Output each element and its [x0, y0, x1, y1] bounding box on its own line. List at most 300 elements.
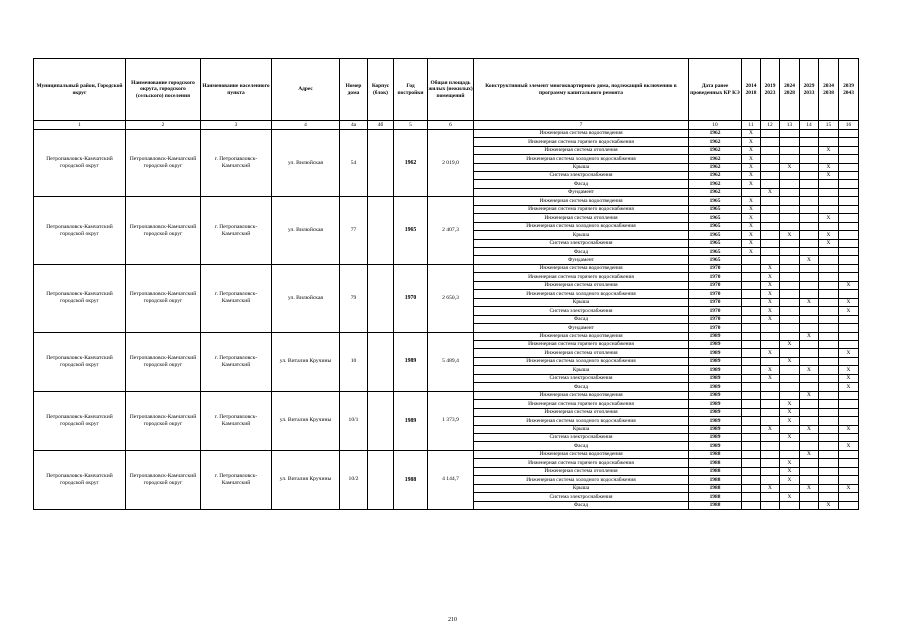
- column-header: 2029 2033: [800, 59, 819, 121]
- period-mark-cell: [761, 180, 780, 188]
- period-mark-cell: [742, 273, 761, 281]
- column-header: 2014 2018: [742, 59, 761, 121]
- structural-element-cell: Система электроснабжения: [474, 239, 689, 247]
- previous-repair-date-cell: 1970: [689, 281, 742, 289]
- period-mark-cell: [839, 222, 859, 230]
- period-mark-cell: X: [800, 366, 819, 374]
- column-number: 10: [689, 121, 742, 130]
- period-mark-cell: X: [761, 374, 780, 382]
- period-mark-cell: [839, 315, 859, 323]
- period-mark-cell: [761, 324, 780, 332]
- period-mark-cell: [819, 366, 839, 374]
- period-mark-cell: X: [800, 484, 819, 492]
- structural-element-cell: Инженерная система горячего водоснабжения: [474, 138, 689, 146]
- period-mark-cell: [742, 188, 761, 196]
- period-mark-cell: [780, 248, 800, 256]
- period-mark-cell: [800, 129, 819, 137]
- period-mark-cell: X: [742, 146, 761, 154]
- period-mark-cell: [742, 324, 761, 332]
- period-mark-cell: [780, 315, 800, 323]
- period-mark-cell: [819, 357, 839, 365]
- table-row: [34, 264, 859, 272]
- period-mark-cell: [839, 273, 859, 281]
- period-mark-cell: [800, 315, 819, 323]
- period-mark-cell: [800, 205, 819, 213]
- period-mark-cell: X: [819, 239, 839, 247]
- structural-element-cell: Инженерная система водоотведения: [474, 129, 689, 137]
- street-cell: ул. Виталия Кручины: [272, 332, 340, 391]
- period-mark-cell: [839, 180, 859, 188]
- build-year-cell: 1970: [394, 264, 428, 332]
- period-mark-cell: X: [839, 374, 859, 382]
- period-mark-cell: [800, 476, 819, 484]
- period-mark-cell: [819, 349, 839, 357]
- previous-repair-date-cell: 1962: [689, 129, 742, 137]
- period-mark-cell: [839, 188, 859, 196]
- period-mark-cell: [819, 408, 839, 416]
- structural-element-cell: Фасад: [474, 315, 689, 323]
- period-mark-cell: [839, 324, 859, 332]
- period-mark-cell: X: [761, 290, 780, 298]
- area-cell: 4 144,7: [428, 450, 474, 509]
- period-mark-cell: [800, 400, 819, 408]
- period-mark-cell: [839, 248, 859, 256]
- house-group: [34, 391, 859, 450]
- period-mark-cell: [780, 391, 800, 399]
- period-mark-cell: [780, 239, 800, 247]
- period-mark-cell: X: [780, 163, 800, 171]
- structural-element-cell: Фундамент: [474, 188, 689, 196]
- period-mark-cell: [800, 357, 819, 365]
- period-mark-cell: [800, 188, 819, 196]
- previous-repair-date-cell: 1965: [689, 197, 742, 205]
- period-mark-cell: X: [742, 138, 761, 146]
- period-mark-cell: [761, 239, 780, 247]
- build-year-cell: 1965: [394, 197, 428, 265]
- period-mark-cell: [819, 459, 839, 467]
- period-mark-cell: [780, 205, 800, 213]
- period-mark-cell: [800, 197, 819, 205]
- previous-repair-date-cell: 1970: [689, 307, 742, 315]
- structural-element-cell: Фасад: [474, 180, 689, 188]
- column-number: 16: [839, 121, 859, 130]
- period-mark-cell: [819, 281, 839, 289]
- previous-repair-date-cell: 1965: [689, 239, 742, 247]
- settlement-cell: Петропавловск-Камчатский городской округ: [126, 264, 201, 332]
- period-mark-cell: [819, 383, 839, 391]
- period-mark-cell: [819, 450, 839, 458]
- period-mark-cell: [839, 391, 859, 399]
- period-mark-cell: [742, 459, 761, 467]
- period-mark-cell: [761, 155, 780, 163]
- build-year-cell: 1962: [394, 129, 428, 197]
- repair-schedule-table: [33, 58, 859, 510]
- previous-repair-date-cell: 1962: [689, 138, 742, 146]
- period-mark-cell: [819, 273, 839, 281]
- column-number: 15: [819, 121, 839, 130]
- build-year-cell: 1989: [394, 332, 428, 391]
- period-mark-cell: [780, 332, 800, 340]
- structural-element-cell: Инженерная система водоотведения: [474, 264, 689, 272]
- period-mark-cell: [742, 493, 761, 501]
- period-mark-cell: [742, 264, 761, 272]
- period-mark-cell: [800, 264, 819, 272]
- period-mark-cell: [839, 171, 859, 179]
- period-mark-cell: X: [819, 231, 839, 239]
- period-mark-cell: [780, 256, 800, 264]
- period-mark-cell: X: [800, 256, 819, 264]
- period-mark-cell: [819, 205, 839, 213]
- structural-element-cell: Инженерная система водоотведения: [474, 197, 689, 205]
- period-mark-cell: X: [761, 484, 780, 492]
- column-header: Корпус (блок): [368, 59, 394, 121]
- area-cell: 2 650,3: [428, 264, 474, 332]
- period-mark-cell: [761, 248, 780, 256]
- block-cell: [368, 197, 394, 265]
- period-mark-cell: X: [839, 307, 859, 315]
- period-mark-cell: X: [800, 391, 819, 399]
- structural-element-cell: Инженерная система горячего водоснабжения: [474, 273, 689, 281]
- previous-repair-date-cell: 1970: [689, 264, 742, 272]
- previous-repair-date-cell: 1988: [689, 476, 742, 484]
- column-number: 2: [126, 121, 201, 130]
- period-mark-cell: X: [761, 264, 780, 272]
- period-mark-cell: X: [780, 231, 800, 239]
- period-mark-cell: [761, 341, 780, 349]
- period-mark-cell: [800, 501, 819, 509]
- period-mark-cell: X: [761, 366, 780, 374]
- house-group: [34, 450, 859, 509]
- previous-repair-date-cell: 1989: [689, 374, 742, 382]
- period-mark-cell: X: [839, 383, 859, 391]
- structural-element-cell: Инженерная система водоотведения: [474, 332, 689, 340]
- house-group: [34, 129, 859, 197]
- period-mark-cell: X: [742, 231, 761, 239]
- previous-repair-date-cell: 1988: [689, 459, 742, 467]
- district-cell: Петропавловск-Камчатский городской округ: [34, 450, 126, 509]
- period-mark-cell: [742, 400, 761, 408]
- period-mark-cell: [800, 180, 819, 188]
- previous-repair-date-cell: 1989: [689, 400, 742, 408]
- structural-element-cell: Фасад: [474, 501, 689, 509]
- period-mark-cell: [819, 180, 839, 188]
- period-mark-cell: [780, 222, 800, 230]
- period-mark-cell: X: [780, 400, 800, 408]
- period-mark-cell: [780, 281, 800, 289]
- period-mark-cell: [761, 467, 780, 475]
- period-mark-cell: X: [780, 493, 800, 501]
- period-mark-cell: [742, 332, 761, 340]
- previous-repair-date-cell: 1965: [689, 222, 742, 230]
- previous-repair-date-cell: 1962: [689, 180, 742, 188]
- period-mark-cell: [761, 197, 780, 205]
- column-header: Наименование населенного пункта: [201, 59, 272, 121]
- previous-repair-date-cell: 1989: [689, 383, 742, 391]
- period-mark-cell: X: [819, 146, 839, 154]
- settlement-cell: Петропавловск-Камчатский городской округ: [126, 391, 201, 450]
- period-mark-cell: [819, 129, 839, 137]
- period-mark-cell: [839, 408, 859, 416]
- header-row: [34, 59, 859, 121]
- period-mark-cell: [742, 484, 761, 492]
- table-row: [34, 332, 859, 340]
- period-mark-cell: [780, 138, 800, 146]
- column-header: Общая площадь жилых (нежилых) помещений: [428, 59, 474, 121]
- structural-element-cell: Система электроснабжения: [474, 374, 689, 382]
- period-mark-cell: [780, 450, 800, 458]
- period-mark-cell: [780, 129, 800, 137]
- period-mark-cell: [839, 264, 859, 272]
- district-cell: Петропавловск-Камчатский городской округ: [34, 391, 126, 450]
- column-header: Адрес: [272, 59, 340, 121]
- structural-element-cell: Инженерная система холодного водоснабжения: [474, 476, 689, 484]
- period-mark-cell: X: [761, 315, 780, 323]
- period-mark-cell: [761, 146, 780, 154]
- period-mark-cell: [780, 501, 800, 509]
- period-mark-cell: [819, 315, 839, 323]
- column-number: 4: [272, 121, 340, 130]
- period-mark-cell: [742, 391, 761, 399]
- column-number: 1: [34, 121, 126, 130]
- period-mark-cell: [761, 129, 780, 137]
- structural-element-cell: Инженерная система холодного водоснабжения: [474, 222, 689, 230]
- period-mark-cell: [800, 383, 819, 391]
- period-mark-cell: [742, 417, 761, 425]
- structural-element-cell: Инженерная система холодного водоснабжения: [474, 290, 689, 298]
- period-mark-cell: [800, 434, 819, 442]
- period-mark-cell: [761, 459, 780, 467]
- structural-element-cell: Система электроснабжения: [474, 493, 689, 501]
- period-mark-cell: [819, 264, 839, 272]
- period-mark-cell: [839, 450, 859, 458]
- house-group: [34, 197, 859, 265]
- period-mark-cell: X: [742, 155, 761, 163]
- previous-repair-date-cell: 1970: [689, 290, 742, 298]
- period-mark-cell: [780, 290, 800, 298]
- period-mark-cell: [761, 442, 780, 450]
- period-mark-cell: [819, 425, 839, 433]
- house-number-cell: 54: [340, 129, 368, 197]
- previous-repair-date-cell: 1989: [689, 341, 742, 349]
- previous-repair-date-cell: 1989: [689, 417, 742, 425]
- district-cell: Петропавловск-Камчатский городской округ: [34, 197, 126, 265]
- period-mark-cell: [742, 476, 761, 484]
- block-cell: [368, 332, 394, 391]
- period-mark-cell: [780, 374, 800, 382]
- structural-element-cell: Инженерная система водоотведения: [474, 391, 689, 399]
- period-mark-cell: X: [761, 188, 780, 196]
- period-mark-cell: [742, 256, 761, 264]
- period-mark-cell: [761, 357, 780, 365]
- period-mark-cell: [839, 256, 859, 264]
- period-mark-cell: [839, 434, 859, 442]
- period-mark-cell: X: [742, 129, 761, 137]
- period-mark-cell: [742, 298, 761, 306]
- column-number: 4б: [368, 121, 394, 130]
- house-group: [34, 332, 859, 391]
- period-mark-cell: X: [780, 408, 800, 416]
- period-mark-cell: [780, 425, 800, 433]
- period-mark-cell: [742, 366, 761, 374]
- period-mark-cell: [800, 408, 819, 416]
- period-mark-cell: [780, 214, 800, 222]
- previous-repair-date-cell: 1989: [689, 349, 742, 357]
- period-mark-cell: [819, 417, 839, 425]
- previous-repair-date-cell: 1965: [689, 231, 742, 239]
- previous-repair-date-cell: 1989: [689, 425, 742, 433]
- period-mark-cell: [780, 273, 800, 281]
- period-mark-cell: [742, 374, 761, 382]
- period-mark-cell: [780, 171, 800, 179]
- period-mark-cell: [839, 476, 859, 484]
- period-mark-cell: [761, 222, 780, 230]
- column-number: 4а: [340, 121, 368, 130]
- house-number-cell: 79: [340, 264, 368, 332]
- period-mark-cell: [780, 484, 800, 492]
- period-mark-cell: [819, 484, 839, 492]
- previous-repair-date-cell: 1988: [689, 467, 742, 475]
- column-number: 11: [742, 121, 761, 130]
- period-mark-cell: [839, 163, 859, 171]
- column-header: Номер дома: [340, 59, 368, 121]
- period-mark-cell: [800, 171, 819, 179]
- period-mark-cell: X: [742, 163, 761, 171]
- previous-repair-date-cell: 1989: [689, 332, 742, 340]
- column-number: 3: [201, 121, 272, 130]
- period-mark-cell: X: [780, 341, 800, 349]
- period-mark-cell: X: [800, 450, 819, 458]
- period-mark-cell: [819, 188, 839, 196]
- period-mark-cell: [839, 417, 859, 425]
- period-mark-cell: [839, 197, 859, 205]
- block-cell: [368, 264, 394, 332]
- structural-element-cell: Инженерная система холодного водоснабжения: [474, 357, 689, 365]
- settlement-cell: Петропавловск-Камчатский городской округ: [126, 332, 201, 391]
- period-mark-cell: X: [780, 417, 800, 425]
- structural-element-cell: Инженерная система отопления: [474, 281, 689, 289]
- previous-repair-date-cell: 1962: [689, 155, 742, 163]
- street-cell: ул. Виталия Кручины: [272, 450, 340, 509]
- previous-repair-date-cell: 1988: [689, 484, 742, 492]
- period-mark-cell: [761, 138, 780, 146]
- column-number: 7: [474, 121, 689, 130]
- period-mark-cell: [819, 374, 839, 382]
- structural-element-cell: Крыша: [474, 298, 689, 306]
- build-year-cell: 1989: [394, 391, 428, 450]
- structural-element-cell: Система электроснабжения: [474, 434, 689, 442]
- period-mark-cell: [780, 366, 800, 374]
- house-number-cell: 77: [340, 197, 368, 265]
- period-mark-cell: X: [839, 281, 859, 289]
- period-mark-cell: [761, 214, 780, 222]
- period-mark-cell: [819, 138, 839, 146]
- column-header: Дата ранее проведенных КР КЭ: [689, 59, 742, 121]
- period-mark-cell: [819, 332, 839, 340]
- period-mark-cell: [819, 248, 839, 256]
- column-header: Наименование городского округа, городского (сельского) поселения: [126, 59, 201, 121]
- period-mark-cell: X: [780, 467, 800, 475]
- structural-element-cell: Фасад: [474, 248, 689, 256]
- period-mark-cell: [742, 425, 761, 433]
- settlement-cell: Петропавловск-Камчатский городской округ: [126, 450, 201, 509]
- period-mark-cell: X: [839, 425, 859, 433]
- period-mark-cell: [780, 155, 800, 163]
- period-mark-cell: X: [742, 205, 761, 213]
- period-mark-cell: X: [761, 298, 780, 306]
- period-mark-cell: [800, 281, 819, 289]
- period-mark-cell: [839, 332, 859, 340]
- period-mark-cell: [839, 155, 859, 163]
- table-row: [34, 129, 859, 137]
- structural-element-cell: Крыша: [474, 484, 689, 492]
- period-mark-cell: [800, 493, 819, 501]
- period-mark-cell: [819, 222, 839, 230]
- area-cell: 5 489,4: [428, 332, 474, 391]
- structural-element-cell: Фасад: [474, 383, 689, 391]
- structural-element-cell: Инженерная система горячего водоснабжения: [474, 341, 689, 349]
- structural-element-cell: Инженерная система горячего водоснабжения: [474, 400, 689, 408]
- period-mark-cell: [761, 400, 780, 408]
- period-mark-cell: [800, 146, 819, 154]
- period-mark-cell: [819, 324, 839, 332]
- period-mark-cell: [800, 307, 819, 315]
- period-mark-cell: [800, 248, 819, 256]
- period-mark-cell: [839, 357, 859, 365]
- column-number: 5: [394, 121, 428, 130]
- period-mark-cell: [819, 467, 839, 475]
- period-mark-cell: X: [780, 434, 800, 442]
- period-mark-cell: [742, 349, 761, 357]
- structural-element-cell: Инженерная система холодного водоснабжения: [474, 155, 689, 163]
- period-mark-cell: [800, 222, 819, 230]
- previous-repair-date-cell: 1962: [689, 163, 742, 171]
- column-header: Конструктивный элемент многоквартирного дома, подлежащий включению в программу капитального ремонта: [474, 59, 689, 121]
- block-cell: [368, 450, 394, 509]
- repair-schedule-sheet: [33, 58, 858, 510]
- settlement-cell: Петропавловск-Камчатский городской округ: [126, 129, 201, 197]
- period-mark-cell: [761, 391, 780, 399]
- street-cell: ул. Виталия Кручины: [272, 391, 340, 450]
- period-mark-cell: [780, 264, 800, 272]
- period-mark-cell: [839, 239, 859, 247]
- period-mark-cell: X: [780, 459, 800, 467]
- period-mark-cell: [742, 341, 761, 349]
- period-mark-cell: [819, 391, 839, 399]
- period-mark-cell: X: [742, 239, 761, 247]
- structural-element-cell: Крыша: [474, 231, 689, 239]
- period-mark-cell: [800, 239, 819, 247]
- previous-repair-date-cell: 1989: [689, 366, 742, 374]
- period-mark-cell: [839, 138, 859, 146]
- period-mark-cell: [780, 307, 800, 315]
- district-cell: Петропавловск-Камчатский городской округ: [34, 129, 126, 197]
- previous-repair-date-cell: 1965: [689, 205, 742, 213]
- settlement-cell: Петропавловск-Камчатский городской округ: [126, 197, 201, 265]
- period-mark-cell: [819, 442, 839, 450]
- previous-repair-date-cell: 1970: [689, 298, 742, 306]
- previous-repair-date-cell: 1988: [689, 450, 742, 458]
- locality-cell: г. Петропавловск-Камчатский: [201, 129, 272, 197]
- period-mark-cell: [800, 163, 819, 171]
- period-mark-cell: [742, 307, 761, 315]
- period-mark-cell: [800, 214, 819, 222]
- previous-repair-date-cell: 1988: [689, 493, 742, 501]
- period-mark-cell: [761, 450, 780, 458]
- column-number: 14: [800, 121, 819, 130]
- house-number-cell: 10/2: [340, 450, 368, 509]
- structural-element-cell: Крыша: [474, 366, 689, 374]
- period-mark-cell: X: [780, 357, 800, 365]
